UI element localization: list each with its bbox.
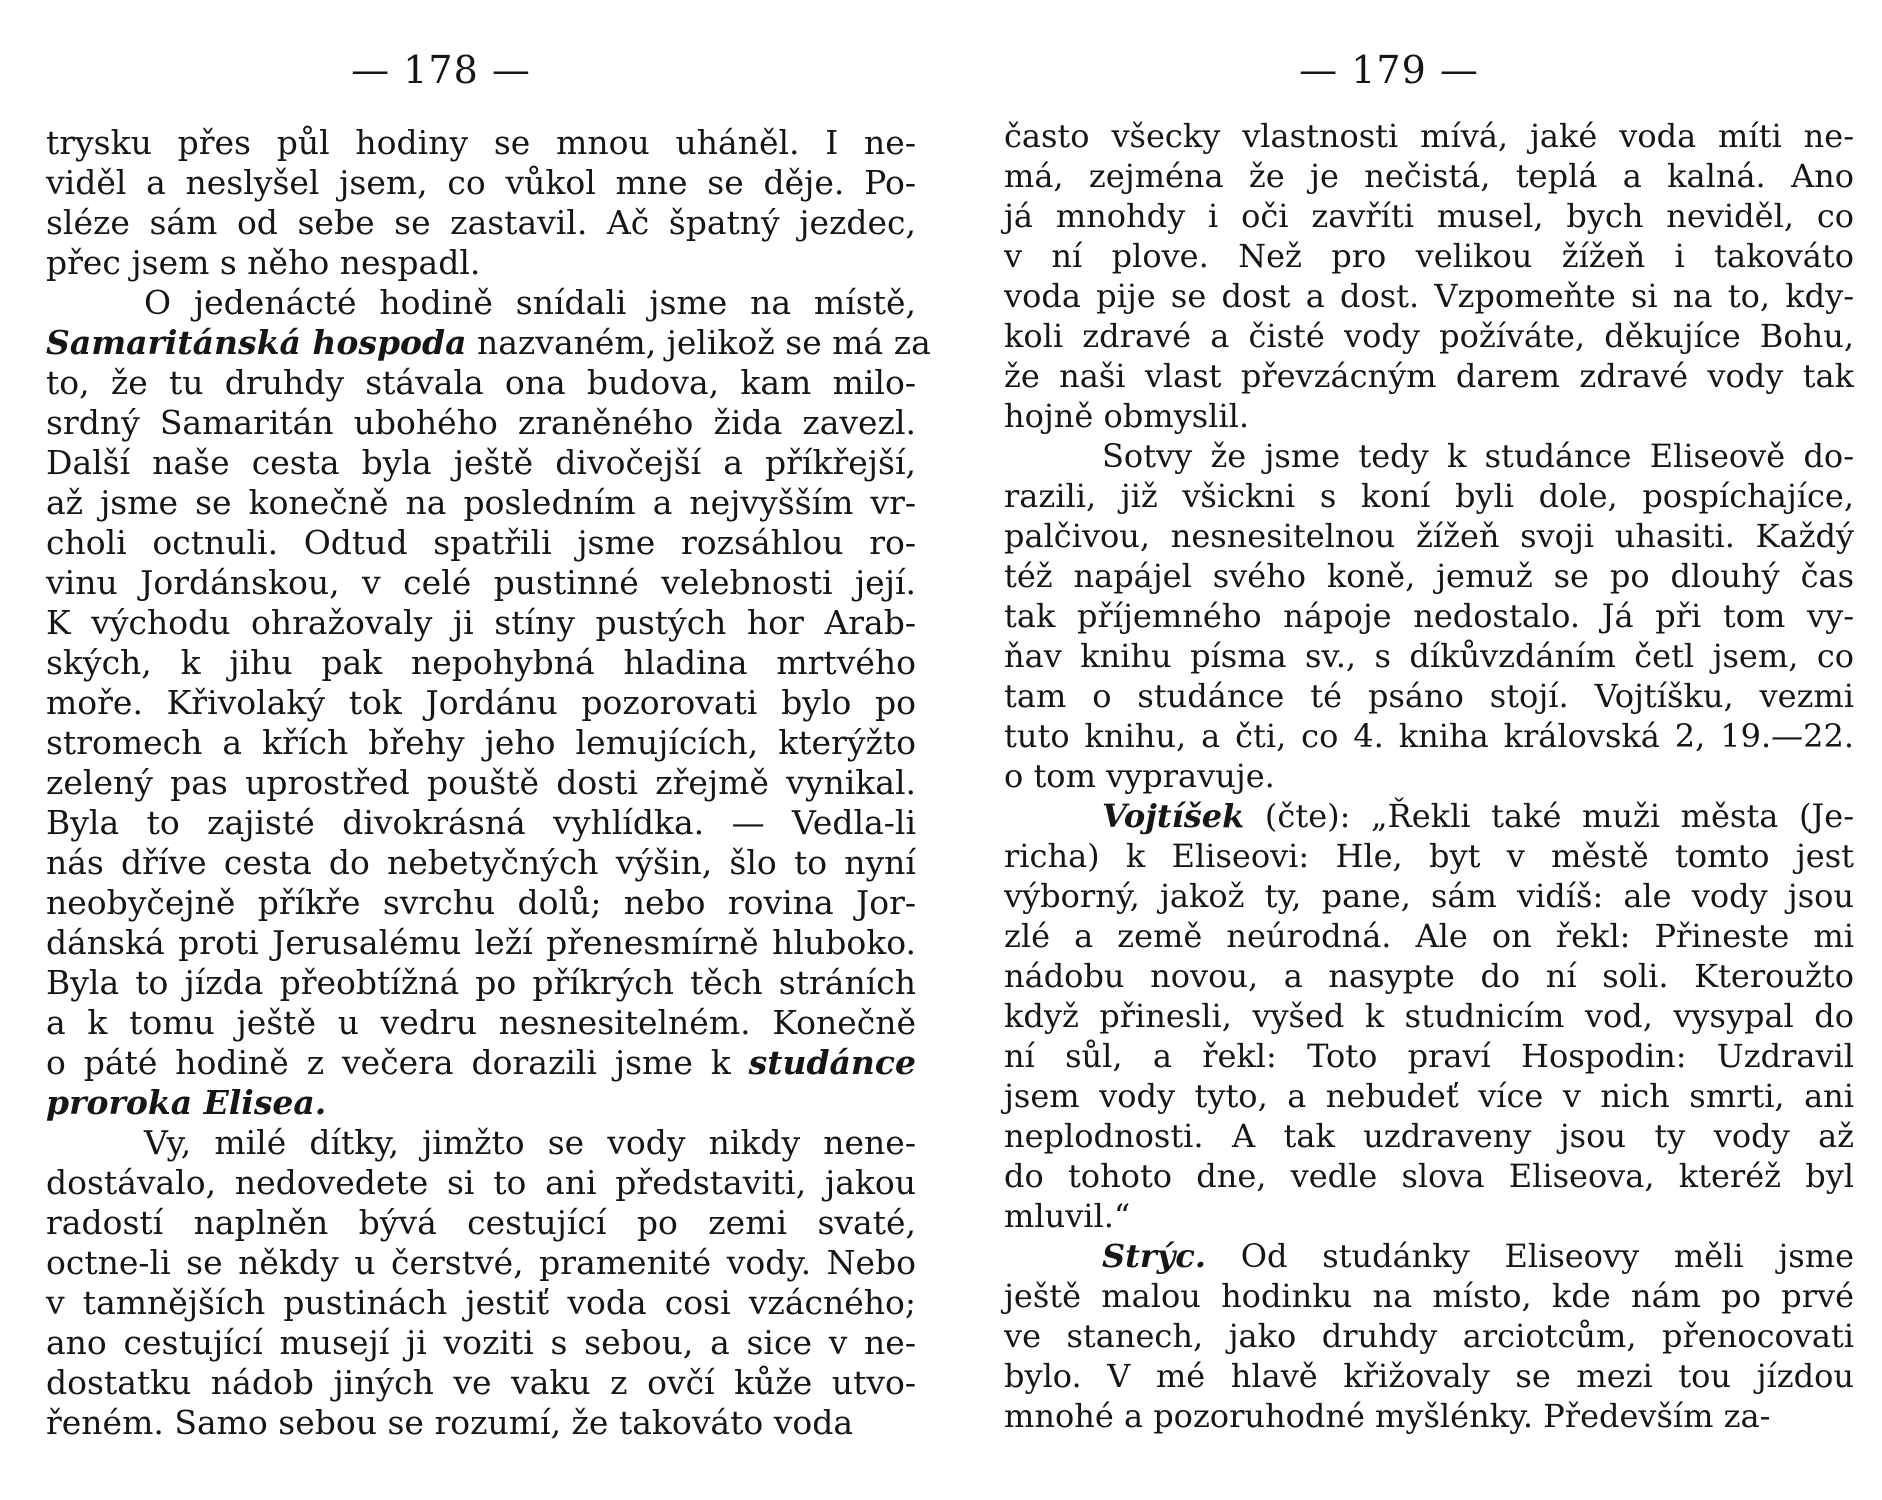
text-line: neobyčejně příkře svrchu dolů; nebo rovina Jor- xyxy=(46,883,916,922)
page-number: — 178 — xyxy=(351,48,531,92)
text-line: radostí naplněn bývá cestující po zemi svaté, xyxy=(46,1203,916,1242)
text-line: Byla to jízda přeobtížná po příkrých těch stráních xyxy=(46,963,916,1002)
text-line: Sotvy že jsme tedy k studánce Eliseově do- xyxy=(1102,437,1854,475)
text-line: Samaritánská hospoda nazvaném, jelikož se má za xyxy=(46,323,931,362)
text-line: též napájel svého koně, jemuž se po dlouhý čas xyxy=(1004,557,1854,595)
text-line: choli octnuli. Odtud spatřili jsme rozsáhlou ro- xyxy=(46,523,916,562)
text-line: mnohé a pozoruhodné myšlénky. Především za- xyxy=(1004,1397,1771,1435)
text-line: K východu ohražovaly ji stíny pustých hor Arab- xyxy=(46,603,916,642)
text-line: Byla to zajisté divokrásná vyhlídka. — Vedla-li xyxy=(46,803,916,842)
text-line: tak příjemného nápoje nedostalo. Já při tom vy- xyxy=(1004,597,1854,635)
left-page xyxy=(46,0,931,1500)
text-line: řeném. Samo sebou se rozumí, že takováto voda xyxy=(46,1403,854,1442)
text-line: neplodnosti. A tak uzdraveny jsou ty vody až xyxy=(1004,1117,1854,1155)
text-line: zlé a země neúrodná. Ale on řekl: Přineste mi xyxy=(1004,917,1854,955)
text-line: ní sůl, a řekl: Toto praví Hospodin: Uzdravil xyxy=(1004,1037,1854,1075)
emphasized-text: Samaritánská hospoda xyxy=(46,323,467,362)
text-line: o páté hodině z večera dorazili jsme k studánce xyxy=(46,1043,916,1082)
text-line: koli zdravé a čisté vody požíváte, děkujíce Bohu, xyxy=(1004,317,1854,355)
page-text xyxy=(1004,116,1854,1436)
text-line: trysku přes půl hodiny se mnou uháněl. I ne- xyxy=(46,123,916,162)
text-line: že naši vlast převzácným darem zdravé vody tak xyxy=(1004,357,1854,395)
text-line: dostávalo, nedovedete si to ani představiti, jakou xyxy=(46,1163,916,1202)
text-line: zelený pas uprostřed pouště dosti zřejmě vynikal. xyxy=(46,763,916,802)
text-line: když přinesli, vyšed k studnicím vod, vysypal do xyxy=(1004,997,1854,1035)
text-line: palčivou, nesnesitelnou žížeň svoji uhasiti. Každý xyxy=(1004,517,1854,555)
text-line: nás dříve cesta do nebetyčných výšin, šlo to nyní xyxy=(46,843,916,882)
text-line: nádobu novou, a nasypte do ní soli. Kteroužto xyxy=(1004,957,1854,995)
emphasized-text: Strýc. xyxy=(1102,1237,1206,1275)
text-line: jsem vody tyto, a nebudeť více v nich smrti, ani xyxy=(1004,1077,1854,1115)
text-line: ňav knihu písma sv., s díkůvzdáním četl jsem, co xyxy=(1004,637,1854,675)
text-line: často všecky vlastnosti mívá, jaké voda míti ne- xyxy=(1004,117,1854,155)
text-line: přec jsem s něho nespadl. xyxy=(46,243,481,282)
emphasized-text: proroka Elisea. xyxy=(46,1083,327,1122)
text-line: viděl a neslyšel jsem, co vůkol mne se děje. Po- xyxy=(46,163,916,202)
text-line: Vojtíšek (čte): „Řekli také muži města (Je- xyxy=(1102,797,1854,835)
text-line: a k tomu ještě u vedru nesnesitelném. Konečně xyxy=(46,1003,916,1042)
text-line: stromech a křích břehy jeho lemujících, kterýžto xyxy=(46,723,916,762)
text-line: do tohoto dne, vedle slova Eliseova, kteréž byl xyxy=(1004,1157,1854,1195)
text-line: Strýc. Od studánky Eliseovy měli jsme xyxy=(1102,1237,1854,1275)
text-line: ano cestující musejí ji voziti s sebou, a sice v ne- xyxy=(46,1323,916,1362)
text-line: tam o studánce té psáno stojí. Vojtíšku, vezmi xyxy=(1004,677,1854,715)
text-line xyxy=(46,1083,916,1123)
text-line: vinu Jordánskou, v celé pustinné velebnosti její. xyxy=(46,563,916,602)
text-line: v tamnějších pustinách jestiť voda cosi vzácného; xyxy=(46,1283,916,1322)
page-gutter xyxy=(940,0,944,1500)
text-line: Další naše cesta byla ještě divočejší a příkřejší, xyxy=(46,443,916,482)
text-line: mluvil.“ xyxy=(1004,1197,1131,1235)
emphasized-text: Vojtíšek xyxy=(1102,797,1245,835)
text-line: richa) k Eliseovi: Hle, byt v městě tomto jest xyxy=(1004,837,1854,875)
text-line: srdný Samaritán ubohého zraněného žida zavezl. xyxy=(46,403,916,442)
text-line: ve stanech, jako druhdy arciotcům, přenocovati xyxy=(1004,1317,1854,1355)
text-line: moře. Křivolaký tok Jordánu pozorovati bylo po xyxy=(46,683,916,722)
text-line: já mnohdy i oči zavříti musel, bych neviděl, co xyxy=(1004,197,1854,235)
text-line: O jedenácté hodině snídali jsme na místě, xyxy=(144,283,916,322)
text-line: dánská proti Jerusalému leží přenesmírně hluboko. xyxy=(46,923,916,962)
text-line: razili, již všickni s koní byli dole, pospíchajíce, xyxy=(1004,477,1854,515)
text-line: výborný, jakož ty, pane, sám vidíš: ale vody jsou xyxy=(1004,877,1854,915)
text-line: to, že tu druhdy stávala ona budova, kam milo- xyxy=(46,363,916,402)
text-line: ještě malou hodinku na místo, kde nám po prvé xyxy=(1004,1277,1854,1315)
text-line: hojně obmyslil. xyxy=(1004,397,1249,435)
text-line: ských, k jihu pak nepohybná hladina mrtvého xyxy=(46,643,916,682)
text-line: sléze sám od sebe se zastavil. Ač špatný jezdec, xyxy=(46,203,916,242)
text-line: bylo. V mé hlavě křižovaly se mezi tou jízdou xyxy=(1004,1357,1854,1395)
text-line: tuto knihu, a čti, co 4. kniha královská 2, 19.—22. xyxy=(1004,717,1854,755)
text-line: v ní plove. Než pro velikou žížeň i takováto xyxy=(1004,237,1854,275)
text-line: voda pije se dost a dost. Vzpomeňte si na to, kdy- xyxy=(1004,277,1854,315)
text-line: dostatku nádob jiných ve vaku z ovčí kůže utvo- xyxy=(46,1363,916,1402)
page-text xyxy=(46,123,931,1443)
text-line: octne-li se někdy u čerstvé, pramenité vody. Nebo xyxy=(46,1243,916,1282)
text-line: má, zejména že je nečistá, teplá a kalná. Ano xyxy=(1004,157,1854,195)
text-line: o tom vypravuje. xyxy=(1004,757,1275,795)
page-number: — 179 — xyxy=(1299,48,1479,92)
text-line: až jsme se konečně na posledním a nejvyšším vr- xyxy=(46,483,916,522)
emphasized-text: studánce xyxy=(748,1043,916,1082)
right-page xyxy=(1004,0,1854,1500)
text-line: Vy, milé dítky, jimžto se vody nikdy nene- xyxy=(144,1123,916,1162)
